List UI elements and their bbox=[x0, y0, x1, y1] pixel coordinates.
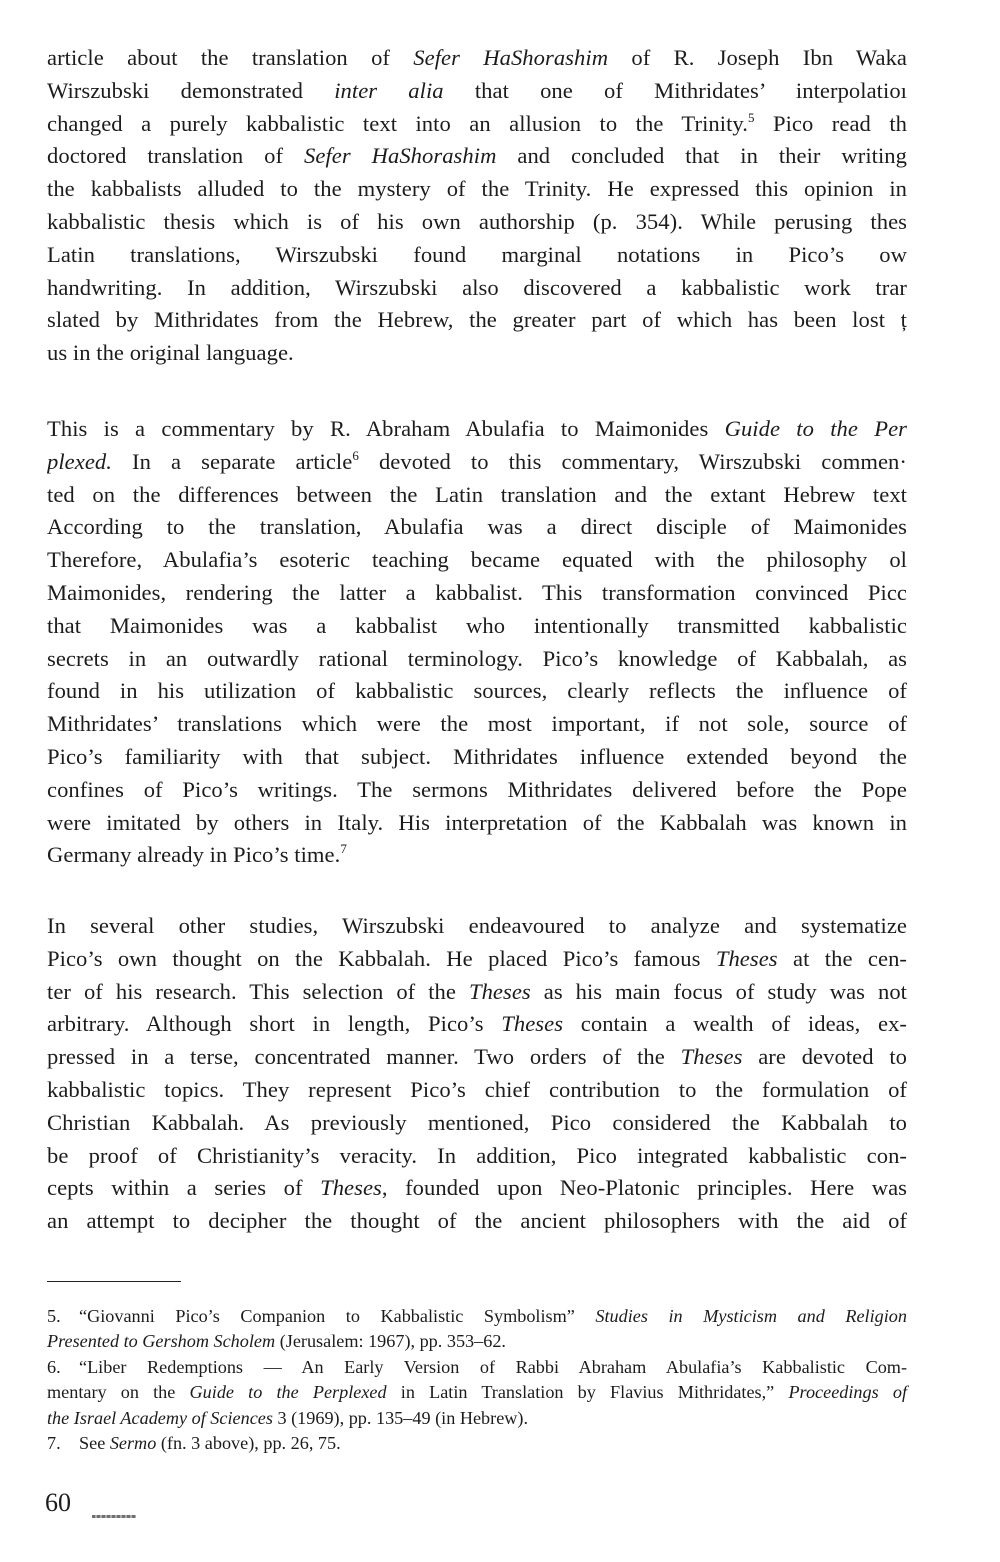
text-line bbox=[47, 577, 907, 610]
italic-title: Guide to the Per bbox=[724, 416, 907, 441]
italic-title: Theses bbox=[468, 978, 531, 1004]
footnote-line bbox=[47, 1406, 907, 1431]
text-run: ter of his research. This selection of the bbox=[47, 978, 469, 1004]
text-run: Therefore, Abulafia’s esoteric teaching became equated with the philosophy ol bbox=[47, 547, 907, 573]
text-line bbox=[47, 544, 907, 577]
footnote bbox=[47, 1355, 907, 1431]
italic-title: Theses bbox=[320, 1175, 382, 1201]
text-run: ted on the differences between the Latin translation and the extant Hebrew text bbox=[47, 481, 907, 507]
footnote-ref: 5 bbox=[747, 109, 755, 125]
text-run: be proof of Christianity’s veracity. In addition, Pico integrated kabbalistic con- bbox=[47, 1142, 907, 1168]
text-line bbox=[47, 272, 907, 305]
text-run: (Jerusalem: 1967), pp. 353–62. bbox=[275, 1331, 506, 1352]
text-run: Maimonides, rendering the latter a kabbalist. This transformation convinced Picc bbox=[47, 579, 907, 605]
text-run: “Liber Redemptions — An Early Version of Rabbi Abraham Abulafia’s Kabbalistic Com- bbox=[79, 1356, 907, 1377]
text-line bbox=[47, 1008, 907, 1041]
text-line bbox=[47, 643, 907, 676]
footnote-ref: 6 bbox=[352, 447, 359, 463]
text-run: confines of Pico’s writings. The sermons Mithridates delivered before the Pope bbox=[47, 776, 907, 802]
text-run: secrets in an outwardly rational terminology. Pico’s knowledge of Kabbalah, as bbox=[47, 645, 907, 671]
text-run: Pico read th bbox=[754, 110, 907, 136]
footnotes bbox=[47, 1304, 907, 1456]
italic-title: Theses bbox=[715, 945, 778, 971]
text-run: doctored translation of bbox=[47, 143, 305, 169]
text-line bbox=[47, 1205, 907, 1238]
text-run: arbitrary. Although short in length, Pico’s bbox=[47, 1011, 502, 1037]
text-line bbox=[47, 943, 907, 976]
paragraph-2 bbox=[47, 413, 907, 872]
text-run: Latin translations, Wirszubski found marginal notations in Pico’s ow bbox=[47, 241, 907, 267]
text-line bbox=[47, 1041, 907, 1074]
text-line bbox=[47, 774, 907, 807]
text-line bbox=[47, 1140, 907, 1173]
text-run: an attempt to decipher the thought of the ancient philosophers with the aid of bbox=[47, 1208, 907, 1234]
text-line bbox=[47, 1172, 907, 1205]
text-run: Pico’s familiarity with that subject. Mithridates influence extended beyond the bbox=[47, 743, 907, 769]
text-line bbox=[47, 446, 907, 479]
text-run: as his main focus of study was not bbox=[530, 978, 907, 1004]
text-run: are devoted to bbox=[742, 1044, 908, 1070]
italic-title: Studies in Mysticism and Religion bbox=[595, 1306, 907, 1326]
text-line bbox=[47, 610, 907, 643]
text-line bbox=[47, 479, 907, 512]
text-run: Wirszubski demonstrated bbox=[47, 77, 335, 103]
text-run: handwriting. In addition, Wirszubski also discovered a kabbalistic work trar bbox=[47, 274, 907, 300]
text-line bbox=[47, 42, 907, 75]
text-run: article about the translation of bbox=[47, 45, 414, 70]
text-run: at the cen- bbox=[777, 945, 907, 971]
italic-title: Sefer HaShorashim bbox=[413, 45, 609, 70]
text-run: 3 (1969), pp. 135–49 (in Hebrew). bbox=[272, 1407, 528, 1428]
footnote-line bbox=[47, 1355, 907, 1380]
text-line bbox=[47, 75, 907, 108]
text-line bbox=[47, 807, 907, 840]
text-run: of R. Joseph Ibn Waka bbox=[608, 45, 907, 70]
text-run: in Latin Translation by Flavius Mithridates,” bbox=[386, 1382, 789, 1403]
italic-title: Sefer HaShorashim bbox=[304, 143, 497, 169]
text-run: devoted to this commentary, Wirszubski commen· bbox=[358, 448, 907, 474]
footnote bbox=[47, 1431, 907, 1456]
paragraph-3 bbox=[47, 910, 907, 1238]
text-run: Christian Kabbalah. As previously mentioned, Pico considered the Kabbalah to bbox=[47, 1109, 907, 1135]
text-line bbox=[47, 910, 907, 943]
text-line bbox=[47, 108, 907, 141]
footnote-number: 5. bbox=[47, 1306, 61, 1326]
footnote bbox=[47, 1304, 907, 1355]
text-run: In several other studies, Wirszubski endeavoured to analyze and systematize bbox=[47, 913, 907, 938]
text-line bbox=[47, 140, 907, 173]
footnote-number: 7. bbox=[47, 1433, 61, 1454]
text-run: “Giovanni Pico’s Companion to Kabbalistic Symbolism” bbox=[79, 1306, 596, 1326]
text-run: found in his utilization of kabbalistic sources, clearly reflects the influence of bbox=[47, 678, 907, 704]
footnote-line bbox=[47, 1304, 907, 1329]
text-run: the kabbalists alluded to the mystery of the Trinity. He expressed this opinion in bbox=[47, 176, 907, 202]
printer-mark bbox=[92, 1515, 136, 1518]
text-line bbox=[47, 239, 907, 272]
text-run: Mithridates’ translations which were the most important, if not sole, source of bbox=[47, 711, 907, 737]
italic-title: Presented to Gershom Scholem bbox=[47, 1331, 276, 1352]
italic-title: Proceedings of bbox=[788, 1382, 907, 1403]
text-run: , founded upon Neo-Platonic principles. Here was bbox=[381, 1175, 907, 1201]
text-run: In a separate article bbox=[111, 448, 353, 474]
text-run: cepts within a series of bbox=[47, 1175, 321, 1201]
text-run: mentary on the bbox=[47, 1382, 190, 1403]
text-line bbox=[47, 206, 907, 239]
italic-title: Guide to the Perplexed bbox=[189, 1382, 387, 1403]
page-number: 60 bbox=[45, 1488, 71, 1517]
footnote-ref: 7 bbox=[340, 841, 347, 857]
text-line bbox=[47, 1107, 907, 1140]
text-line bbox=[47, 511, 907, 544]
text-run: that one of Mithridates’ interpolatioı bbox=[443, 77, 907, 103]
italic-title: Theses bbox=[680, 1044, 743, 1070]
footnote-line bbox=[47, 1431, 907, 1456]
text-run: contain a wealth of ideas, ex- bbox=[563, 1011, 907, 1037]
text-run: Pico’s own thought on the Kabbalah. He placed Pico’s famous bbox=[47, 945, 716, 971]
footnote-number: 6. bbox=[47, 1356, 61, 1377]
italic-title: Sermo bbox=[109, 1433, 157, 1454]
text-run: pressed in a terse, concentrated manner. Two orders of the bbox=[47, 1044, 681, 1070]
text-run: Germany already in Pico’s time. bbox=[47, 842, 341, 868]
text-run: changed a purely kabbalistic text into an allusion to the Trinity. bbox=[47, 110, 748, 136]
text-run: (fn. 3 above), pp. 26, 75. bbox=[156, 1433, 341, 1454]
italic-title: plexed. bbox=[47, 448, 112, 474]
text-run: that Maimonides was a kabbalist who intentionally transmitted kabbalistic bbox=[47, 612, 907, 638]
text-run: slated by Mithridates from the Hebrew, the greater part of which has been lost ț bbox=[47, 307, 907, 333]
italic-title: Theses bbox=[501, 1011, 564, 1037]
text-line bbox=[47, 413, 907, 446]
text-run: kabbalistic thesis which is of his own authorship (p. 354). While perusing thes bbox=[47, 208, 907, 234]
text-run: According to the translation, Abulafia was a direct disciple of Maimonides bbox=[47, 514, 907, 540]
footnote-separator bbox=[47, 1281, 181, 1282]
text-line bbox=[47, 976, 907, 1009]
text-run: This is a commentary by R. Abraham Abulafia to Maimonides bbox=[47, 416, 725, 441]
text-line bbox=[47, 839, 907, 872]
text-run: See bbox=[79, 1433, 110, 1454]
italic-title: inter alia bbox=[334, 77, 444, 103]
text-line bbox=[47, 304, 907, 337]
paragraph-1 bbox=[47, 42, 907, 370]
text-run: kabbalistic topics. They represent Pico’s chief contribution to the formulation of bbox=[47, 1076, 907, 1102]
text-run: and concluded that in their writing bbox=[496, 143, 907, 169]
footnote-line bbox=[47, 1329, 907, 1354]
text-line bbox=[47, 675, 907, 708]
text-line bbox=[47, 337, 907, 370]
text-run: us in the original language. bbox=[47, 340, 294, 366]
text-line bbox=[47, 708, 907, 741]
text-run: were imitated by others in Italy. His interpretation of the Kabbalah was known in bbox=[47, 809, 907, 835]
text-line bbox=[47, 741, 907, 774]
text-line bbox=[47, 1074, 907, 1107]
footnote-line bbox=[47, 1380, 907, 1405]
text-line bbox=[47, 173, 907, 206]
italic-title: the Israel Academy of Sciences bbox=[47, 1407, 273, 1428]
